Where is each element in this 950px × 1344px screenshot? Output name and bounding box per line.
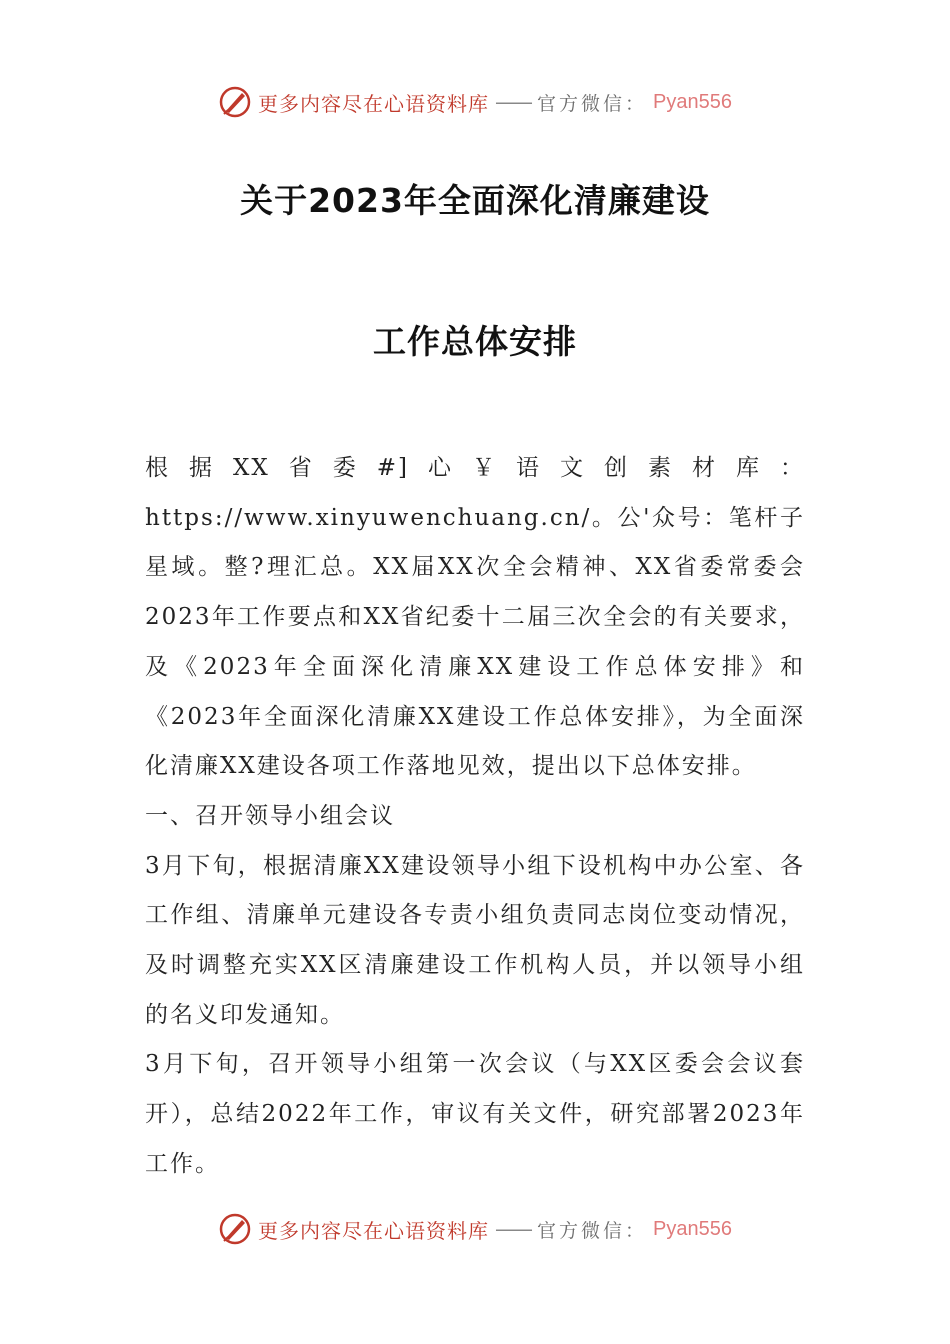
quill-logo-icon bbox=[218, 85, 252, 119]
contact-label: 官方微信： bbox=[537, 92, 648, 115]
separator-dash: —— bbox=[495, 90, 531, 114]
separator-dash: —— bbox=[495, 1217, 531, 1241]
contact-id: Pyan556 bbox=[653, 90, 732, 113]
document-body bbox=[145, 444, 805, 1190]
header-watermark-banner bbox=[0, 82, 950, 122]
contact-label: 官方微信： bbox=[537, 1219, 648, 1242]
paragraph-first-meeting: 3月下旬，召开领导小组第一次会议（与XX区委会会议套开），总结2022年工作，审议有关文件，研究部署2023年工作。 bbox=[145, 1051, 805, 1177]
document-title-line-1: 关于2023年全面深化清廉建设 bbox=[240, 181, 710, 220]
paragraph-adjust-staff: 3月下旬，根据清廉XX建设领导小组下设机构中办公室、各工作组、清廉单元建设各专责小组负责同志岗位变动情况，及时调整充实XX区清廉建设工作机构人员，并以领导小组的名义印发通知。 bbox=[145, 852, 805, 1028]
section-heading-1: 一、召开领导小组会议 bbox=[145, 802, 395, 829]
brand-text: 更多内容尽在心语资料库 bbox=[258, 1218, 489, 1243]
paragraph-intro: 根据XX省委#]心￥语文创素材库：https://www.xinyuwenchuang.cn/。公'众号：笔杆子星域。整?理汇总。XX届XX次全会精神、XX省委常委会2023年工作要点和XX省纪委十二届三次全会的有关要求，及《2023年全面深化清廉XX建设工作总体安排》和《2023年全面深化清廉XX建设工作总体安排》，为全面深化清廉XX建设各项工作落地见效，提出以下总体安排。 bbox=[145, 455, 805, 780]
document-title-line-2: 工作总体安排 bbox=[373, 322, 577, 361]
contact-id: Pyan556 bbox=[653, 1217, 732, 1240]
footer-watermark-banner bbox=[0, 1209, 950, 1249]
quill-logo-icon bbox=[218, 1212, 252, 1246]
brand-text: 更多内容尽在心语资料库 bbox=[258, 91, 489, 116]
